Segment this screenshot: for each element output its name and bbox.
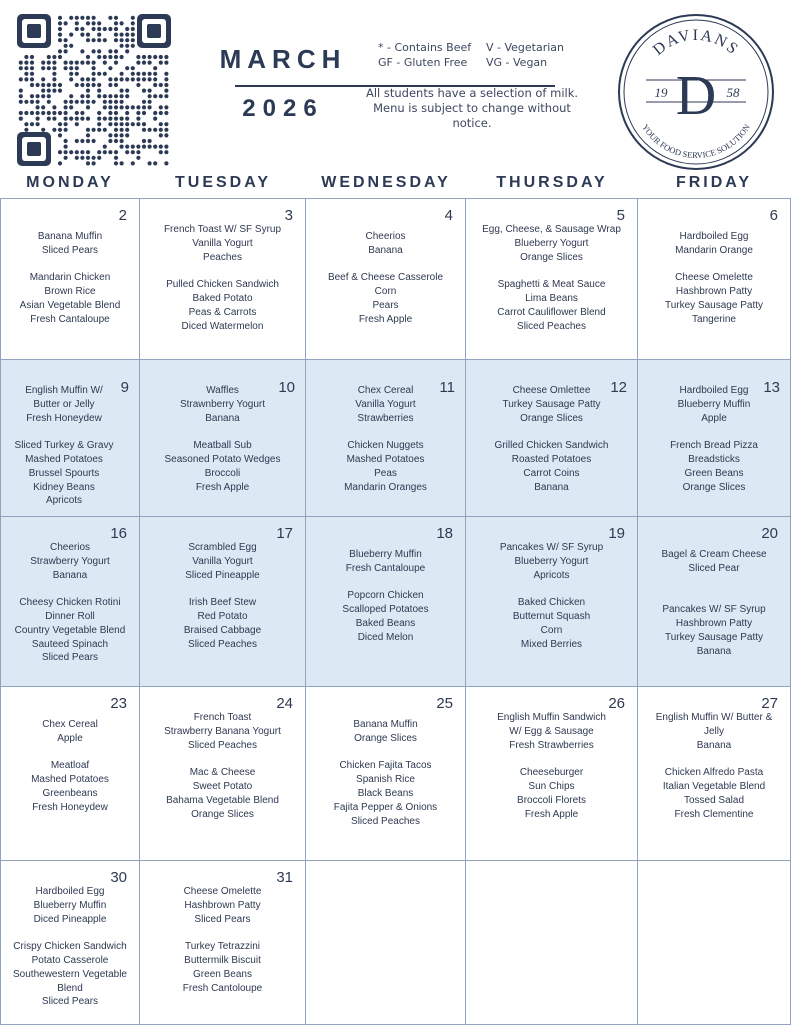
menu-item: Southewestern Vegetable Blend <box>13 968 127 994</box>
menu-item: Apple <box>701 412 727 424</box>
menu-item: Pancakes W/ SF Syrup <box>499 542 604 553</box>
qr-code <box>17 14 171 166</box>
day-cell <box>139 686 306 861</box>
menu-item: Lima Beans <box>525 292 578 304</box>
svg-text:YOUR FOOD SERVICE SOLUTION <box>640 122 752 160</box>
day-number: 20 <box>761 525 778 542</box>
menu-item: Sliced Pears <box>194 913 251 925</box>
menu-spacer <box>1 258 139 272</box>
day-menu <box>0 384 139 508</box>
menu-item: Turkey Sausage Patty <box>502 398 601 410</box>
menu-item: Banana Muffin <box>353 719 418 730</box>
menu-spacer <box>466 425 637 439</box>
day-number: 13 <box>763 379 780 396</box>
day-menu <box>306 548 465 645</box>
menu-item: Hashbrown Patty <box>184 899 261 911</box>
day-cell <box>0 198 140 360</box>
menu-item: Country Vegetable Blend <box>14 624 126 636</box>
day-number: 11 <box>439 379 455 396</box>
menu-spacer <box>638 258 790 272</box>
menu-item: Hardboiled Egg <box>679 231 749 242</box>
menu-item: Sweet Potato <box>192 780 253 792</box>
weekday-header <box>0 174 791 196</box>
menu-item: Hashbrown Patty <box>675 617 753 629</box>
menu-item: Pancakes W/ SF Syrup <box>662 604 766 616</box>
menu-item: Dinner Roll <box>45 610 95 622</box>
menu-item: Chex Cereal <box>42 719 98 730</box>
menu-item: Orange Slices <box>682 481 746 493</box>
menu-item: Banana <box>696 645 732 657</box>
menu-item: Fresh Honeydew <box>32 801 108 813</box>
menu-item: Roasted Potatoes <box>511 453 592 465</box>
menu-item: Kidney Beans <box>33 481 95 493</box>
legend-gluten-free: GF - Gluten Free <box>378 56 468 69</box>
day-number: 5 <box>616 207 625 224</box>
menu-item: Mandarin Chicken <box>29 272 111 284</box>
menu-spacer <box>306 425 465 439</box>
day-menu <box>466 541 637 651</box>
day-cell <box>0 359 140 517</box>
menu-item: W/ Egg & Sausage <box>509 725 594 737</box>
menu-item: Fresh Cantaloupe <box>345 562 426 574</box>
menu-item: Orange Slices <box>520 251 583 263</box>
day-number: 30 <box>110 869 127 886</box>
day-number: 26 <box>608 695 625 712</box>
menu-item: Sliced Pineapple <box>185 569 260 581</box>
menu-spacer <box>1 926 139 940</box>
menu-item: Broccoli <box>204 467 241 479</box>
day-cell <box>465 359 638 517</box>
day-number: 19 <box>608 525 625 542</box>
menu-item: Cheesy Chicken Rotini <box>19 597 121 609</box>
menu-item: Jelly <box>703 725 724 737</box>
menu-item: Meatloaf <box>50 760 90 772</box>
change-note: Menu is subject to change without notice. <box>373 101 571 130</box>
menu-item: Diced Watermelon <box>181 320 264 332</box>
menu-item: Banana <box>52 569 88 581</box>
menu-item: Green Beans <box>193 968 252 980</box>
menu-item: Tangerine <box>692 313 736 325</box>
day-number: 4 <box>444 207 453 224</box>
day-number: 25 <box>436 695 453 712</box>
menu-item: Cheerios <box>365 231 406 242</box>
menu-item: Greenbeans <box>42 787 98 799</box>
logo-name: DAVIANS <box>649 26 743 59</box>
day-cell <box>0 686 140 861</box>
day-menu <box>638 548 790 658</box>
day-cell <box>139 198 306 360</box>
menu-item: Bahama Vegetable Blend <box>166 794 279 806</box>
day-cell <box>305 198 466 360</box>
menu-item: English Muffin W/ <box>25 385 103 396</box>
day-menu <box>140 711 305 821</box>
menu-item: Blueberry Muffin <box>33 899 107 911</box>
title-block <box>213 44 353 123</box>
svg-text:DAVIANS <box>650 27 742 59</box>
day-menu <box>306 384 465 494</box>
menu-item: Strawberry Yogurt <box>30 555 110 567</box>
day-cell <box>139 860 306 1025</box>
day-number: 10 <box>278 379 295 396</box>
weekday-tuesday: TUESDAY <box>175 174 271 191</box>
menu-spacer <box>466 752 637 766</box>
menu-item: Sliced Pears <box>41 652 99 664</box>
menu-item: Corn <box>540 624 563 636</box>
day-cell <box>139 516 306 687</box>
menu-spacer <box>466 264 637 278</box>
menu-item: Breadsticks <box>688 453 740 465</box>
menu-item: Pears <box>372 299 399 311</box>
day-cell <box>305 860 466 1025</box>
menu-item: English Muffin W/ Butter & <box>655 712 773 723</box>
day-cell <box>637 686 791 861</box>
logo-year-left: 19 <box>654 85 668 100</box>
menu-item: Spanish Rice <box>356 774 415 786</box>
menu-item: Peas & Carrots <box>188 306 257 318</box>
menu-item: Crispy Chicken Sandwich <box>13 941 127 953</box>
menu-item: Mashed Potatoes <box>25 453 103 465</box>
menu-item: Red Potato <box>197 610 248 622</box>
menu-item: Mandarin Oranges <box>344 481 427 493</box>
menu-spacer <box>140 264 305 278</box>
legend-row <box>378 40 568 55</box>
menu-spacer <box>466 582 637 596</box>
menu-item: Mac & Cheese <box>189 767 256 779</box>
logo-letter: D <box>675 65 717 127</box>
menu-item: Braised Cabbage <box>183 624 262 636</box>
menu-item: Sauteed Spinach <box>31 638 109 650</box>
menu-item: Apple <box>57 732 83 744</box>
menu-item: Blueberry Yogurt <box>514 555 589 567</box>
legend-vegetarian: V - Vegetarian <box>486 41 565 54</box>
menu-item: English Muffin Sandwich <box>497 712 606 723</box>
menu-item: Corn <box>374 286 397 298</box>
day-number: 27 <box>761 695 778 712</box>
menu-item: Asian Vegetable Blend <box>19 299 121 311</box>
menu-item: Fresh Apple <box>358 313 413 325</box>
weekday-monday: MONDAY <box>26 174 114 191</box>
day-cell <box>637 860 791 1025</box>
day-menu <box>638 384 790 494</box>
day-menu <box>140 384 305 494</box>
day-number: 24 <box>276 695 293 712</box>
weekday-wednesday: WEDNESDAY <box>321 174 451 191</box>
menu-item: Orange Slices <box>520 412 583 424</box>
menu-item: Baked Potato <box>192 292 253 304</box>
menu-item: Fresh Apple <box>524 808 579 820</box>
legend-beef: * - Contains Beef <box>378 41 472 54</box>
day-cell <box>305 686 466 861</box>
menu-spacer <box>140 425 305 439</box>
day-cell <box>465 860 638 1025</box>
legend-vegan: VG - Vegan <box>486 56 548 69</box>
menu-item: Chicken Nuggets <box>347 440 424 452</box>
menu-item: Fresh Honeydew <box>26 412 102 424</box>
menu-spacer <box>1 582 139 596</box>
day-menu <box>1 230 139 327</box>
day-menu <box>638 230 790 327</box>
menu-item: French Toast W/ SF Syrup <box>163 224 282 235</box>
day-number: 6 <box>769 207 778 224</box>
menu-item: Egg, Cheese, & Sausage Wrap <box>482 224 621 235</box>
legend <box>378 40 568 70</box>
menu-item: Broccoli Florets <box>517 794 586 806</box>
menu-item: Sliced Peaches <box>351 815 420 827</box>
menu-item: Chicken Alfredo Pasta <box>664 767 764 779</box>
menu-item: Potato Casserole <box>31 954 109 966</box>
menu-item: Cheeseburger <box>519 767 584 779</box>
menu-item: Butternut Squash <box>512 610 591 622</box>
day-number: 2 <box>118 207 127 224</box>
day-menu <box>306 718 465 828</box>
menu-item: Mandarin Orange <box>675 244 753 256</box>
menu-item: Fresh Strawberries <box>509 739 594 751</box>
day-menu <box>1 718 139 815</box>
menu-item: Blueberry Muffin <box>677 398 751 410</box>
day-cell <box>0 516 140 687</box>
menu-item: Fresh Apple <box>195 481 250 493</box>
menu-item: Hardboiled Egg <box>35 886 105 897</box>
menu-item: Spaghetti & Meat Sauce <box>497 279 606 291</box>
day-number: 17 <box>276 525 293 542</box>
menu-spacer <box>140 926 305 940</box>
day-number: 31 <box>276 869 293 886</box>
menu-item: Sliced Peaches <box>188 638 257 650</box>
menu-item: Orange Slices <box>191 808 254 820</box>
menu-item: Peaches <box>203 251 242 263</box>
menu-spacer <box>1 746 139 760</box>
menu-item: Strawnberry Yogurt <box>179 398 266 410</box>
menu-item: Tossed Salad <box>683 794 745 806</box>
day-menu <box>466 223 637 333</box>
menu-item: Sliced Turkey & Gravy <box>14 440 114 452</box>
day-number: 18 <box>436 525 453 542</box>
day-cell <box>637 359 791 517</box>
menu-item: Bagel & Cream Cheese <box>661 549 767 560</box>
day-number: 9 <box>120 379 129 396</box>
weekday-friday: FRIDAY <box>675 174 753 191</box>
menu-spacer <box>0 425 139 439</box>
menu-spacer <box>306 576 465 590</box>
menu-item: Sliced Pears <box>41 996 99 1008</box>
menu-item: Hardboiled Egg <box>679 385 749 396</box>
day-number: 23 <box>110 695 127 712</box>
menu-item: Mashed Potatoes <box>346 453 425 465</box>
menu-item: Mashed Potatoes <box>31 774 109 786</box>
day-cell <box>465 198 638 360</box>
menu-spacer <box>638 576 790 590</box>
day-cell <box>465 686 638 861</box>
menu-item: Fresh Cantoloupe <box>182 982 263 994</box>
day-menu <box>140 885 305 995</box>
menu-item: Irish Beef Stew <box>188 597 257 609</box>
day-cell <box>139 359 306 517</box>
menu-item: Brussel Spourts <box>28 467 100 479</box>
menu-item: Blueberry Muffin <box>349 549 422 560</box>
menu-item: Seasoned Potato Wedges <box>164 453 281 465</box>
menu-item: Mixed Berries <box>520 638 583 650</box>
menu-item: Apricots <box>45 495 83 507</box>
day-menu <box>1 541 139 665</box>
davians-logo <box>616 12 776 172</box>
menu-item: Sliced Peaches <box>517 320 586 332</box>
menu-item: Turkey Tetrazzini <box>184 941 261 953</box>
menu-item: Peas <box>374 467 397 479</box>
day-cell <box>0 860 140 1025</box>
menu-item: Banana <box>696 739 732 751</box>
menu-notes <box>352 86 592 131</box>
day-cell <box>637 198 791 360</box>
menu-spacer <box>638 425 790 439</box>
menu-item: Turkey Sausage Patty <box>664 299 763 311</box>
menu-item: Baked Chicken <box>517 597 586 609</box>
legend-row <box>378 55 568 70</box>
menu-item: Sun Chips <box>528 780 575 792</box>
day-number: 12 <box>610 379 627 396</box>
menu-item: Cheerios <box>49 542 91 553</box>
menu-item: Baked Beans <box>355 617 416 629</box>
milk-note: All students have a selection of milk. <box>365 86 579 100</box>
menu-item: French Toast <box>193 712 252 723</box>
menu-item: French Bread Pizza <box>670 440 758 452</box>
menu-spacer <box>638 752 790 766</box>
weekday-thursday: THURSDAY <box>496 174 608 191</box>
menu-item: Vanilla Yogurt <box>355 398 416 410</box>
menu-item: Banana Muffin <box>37 231 103 242</box>
menu-item: Sliced Pear <box>688 562 740 574</box>
menu-spacer <box>306 746 465 760</box>
menu-item: Grilled Chicken Sandwich <box>494 440 609 452</box>
menu-item: Banana <box>205 412 240 424</box>
calendar-grid <box>0 198 790 1024</box>
menu-item: Popcorn Chicken <box>347 590 424 602</box>
menu-item: Scalloped Potatoes <box>342 604 429 616</box>
day-menu <box>466 384 637 494</box>
menu-item: Banana <box>368 244 403 256</box>
menu-item: Cheese Omelette <box>675 272 753 284</box>
logo-tagline: YOUR FOOD SERVICE SOLUTION <box>640 122 752 161</box>
menu-item: Chicken Fajita Tacos <box>339 760 432 772</box>
menu-item: Fresh Clementine <box>674 808 754 820</box>
menu-item: Blueberry Yogurt <box>514 237 589 249</box>
day-cell <box>305 516 466 687</box>
menu-item: Orange Slices <box>354 732 417 744</box>
menu-spacer <box>306 258 465 272</box>
day-menu <box>140 541 305 651</box>
menu-item: Butter or Jelly <box>33 398 95 410</box>
menu-item: Brown Rice <box>44 286 96 298</box>
menu-item: Cheese Omelette <box>183 886 262 897</box>
day-cell <box>637 516 791 687</box>
menu-item: Hashbrown Patty <box>675 286 753 298</box>
day-menu <box>140 223 305 333</box>
menu-item: Black Beans <box>357 787 414 799</box>
menu-item: Turkey Sausage Patty <box>664 631 763 643</box>
menu-item: Carrot Cauliflower Blend <box>497 306 606 318</box>
day-menu <box>1 885 139 1009</box>
menu-item: Cheese Omlettee <box>512 385 591 396</box>
menu-item: Diced Pineapple <box>33 913 107 925</box>
menu-item: Green Beans <box>684 467 744 479</box>
menu-item: Diced Melon <box>357 631 414 643</box>
day-menu <box>466 711 637 821</box>
menu-spacer <box>140 582 305 596</box>
menu-item: Vanilla Yogurt <box>192 237 253 249</box>
menu-item: Vanilla Yogurt <box>192 555 253 567</box>
day-number: 3 <box>284 207 293 224</box>
menu-item: Meatball Sub <box>193 440 252 452</box>
day-menu <box>306 230 465 327</box>
menu-item: Apricots <box>533 569 570 581</box>
day-cell <box>305 359 466 517</box>
day-menu <box>638 711 790 821</box>
menu-item: Pulled Chicken Sandwich <box>166 279 279 291</box>
menu-item: Beef & Cheese Casserole <box>327 272 444 284</box>
logo-year-right: 58 <box>726 85 740 100</box>
menu-item: Banana <box>534 481 569 493</box>
menu-item: Chex Cereal <box>357 385 414 396</box>
day-cell <box>465 516 638 687</box>
menu-item: Fajita Pepper & Onions <box>333 801 438 813</box>
menu-item: Sliced Peaches <box>188 739 257 751</box>
menu-item: Fresh Cantaloupe <box>30 313 110 325</box>
menu-item: Carrot Coins <box>523 467 580 479</box>
menu-spacer <box>140 752 305 766</box>
menu-spacer <box>638 589 790 603</box>
year-title: 2026 <box>242 94 324 122</box>
menu-item: Strawberries <box>357 412 414 424</box>
menu-item: Waffles <box>206 385 239 396</box>
day-number: 16 <box>110 525 127 542</box>
month-title: MARCH <box>219 44 347 74</box>
menu-item: Scrambled Egg <box>188 542 257 553</box>
menu-item: Buttermilk Biscuit <box>184 954 261 966</box>
menu-item: Sliced Pears <box>41 244 99 256</box>
menu-item: Strawberry Banana Yogurt <box>164 725 281 737</box>
menu-item: Italian Vegetable Blend <box>662 780 766 792</box>
